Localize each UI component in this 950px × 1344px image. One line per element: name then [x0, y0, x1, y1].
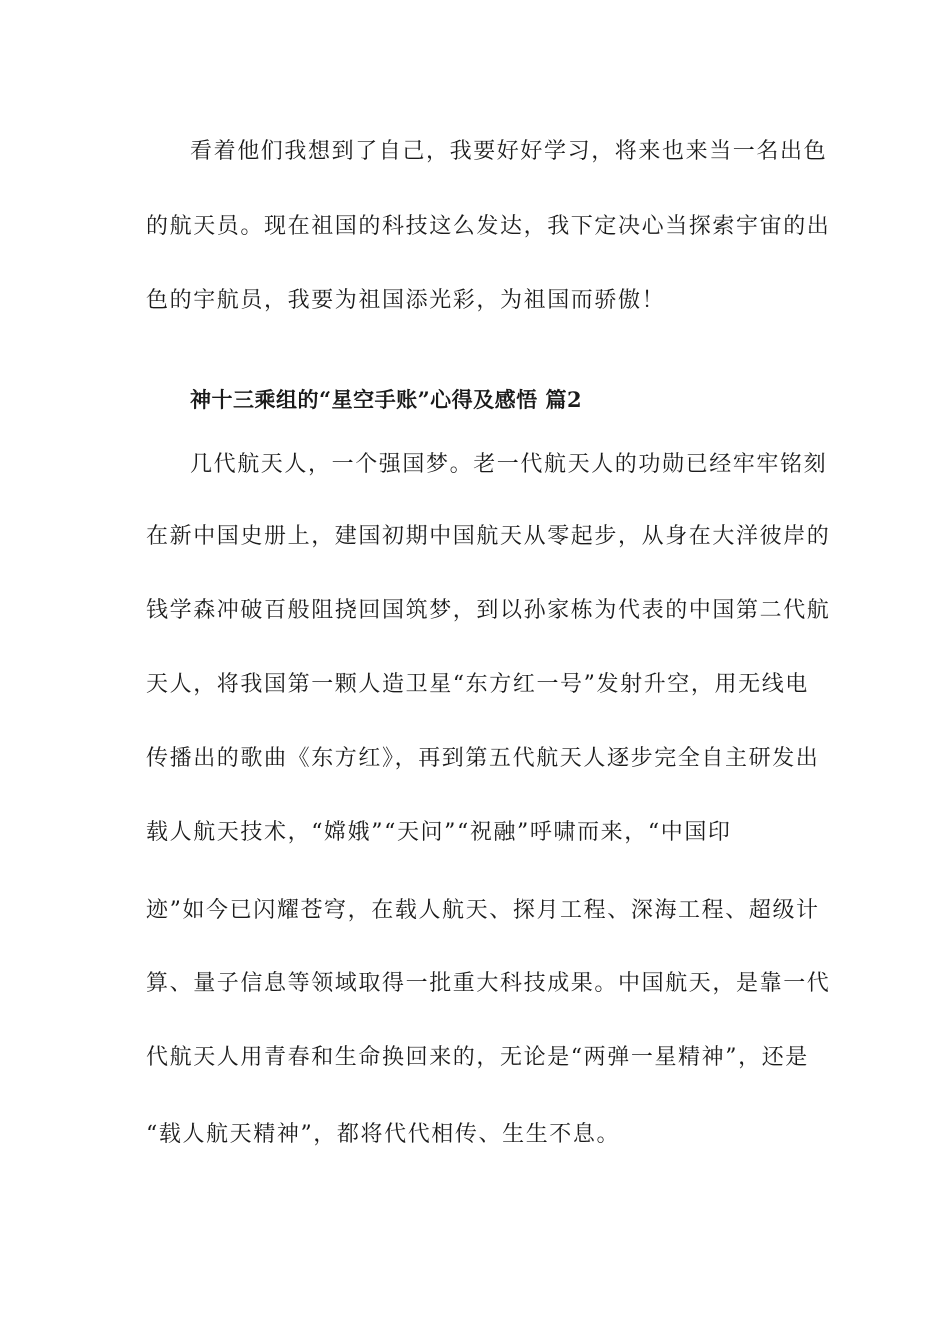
paragraph-line: 传播出的歌曲《东方红》，再到第五代航天人逐步完全自主研发出: [146, 746, 820, 771]
paragraph-line: 色的宇航员，我要为祖国添光彩，为祖国而骄傲！: [146, 288, 666, 313]
paragraph-line: 天人，将我国第一颗人造卫星“东方红一号”发射升空，用无线电: [146, 672, 809, 697]
paragraph-line: 代航天人用青春和生命换回来的，无论是“两弹一星精神”，还是: [146, 1045, 809, 1070]
paragraph-line: 载人航天技术，“嫦娥”“天问”“祝融”呼啸而来，“中国印: [146, 820, 732, 845]
paragraph-line: “载人航天精神”，都将代代相传、生生不息。: [146, 1122, 621, 1147]
paragraph-line: 几代航天人，一个强国梦。老一代航天人的功勋已经牢牢铭刻: [190, 452, 828, 477]
paragraph-line: 钱学森冲破百般阻挠回国筑梦，到以孙家栋为代表的中国第二代航: [146, 598, 831, 623]
paragraph-line: 算、量子信息等领域取得一批重大科技成果。中国航天，是靠一代: [146, 971, 831, 996]
paragraph-line: 在新中国史册上，建国初期中国航天从零起步，从身在大洋彼岸的: [146, 524, 831, 549]
section-heading: 神十三乘组的“星空手账”心得及感悟 篇2: [190, 387, 583, 412]
paragraph-line: 迹”如今已闪耀苍穹，在载人航天、探月工程、深海工程、超级计: [146, 898, 820, 923]
paragraph-line: 的航天员。现在祖国的科技这么发达，我下定决心当探索宇宙的出: [146, 214, 831, 239]
paragraph-line: 看着他们我想到了自己，我要好好学习，将来也来当一名出色: [190, 139, 828, 164]
